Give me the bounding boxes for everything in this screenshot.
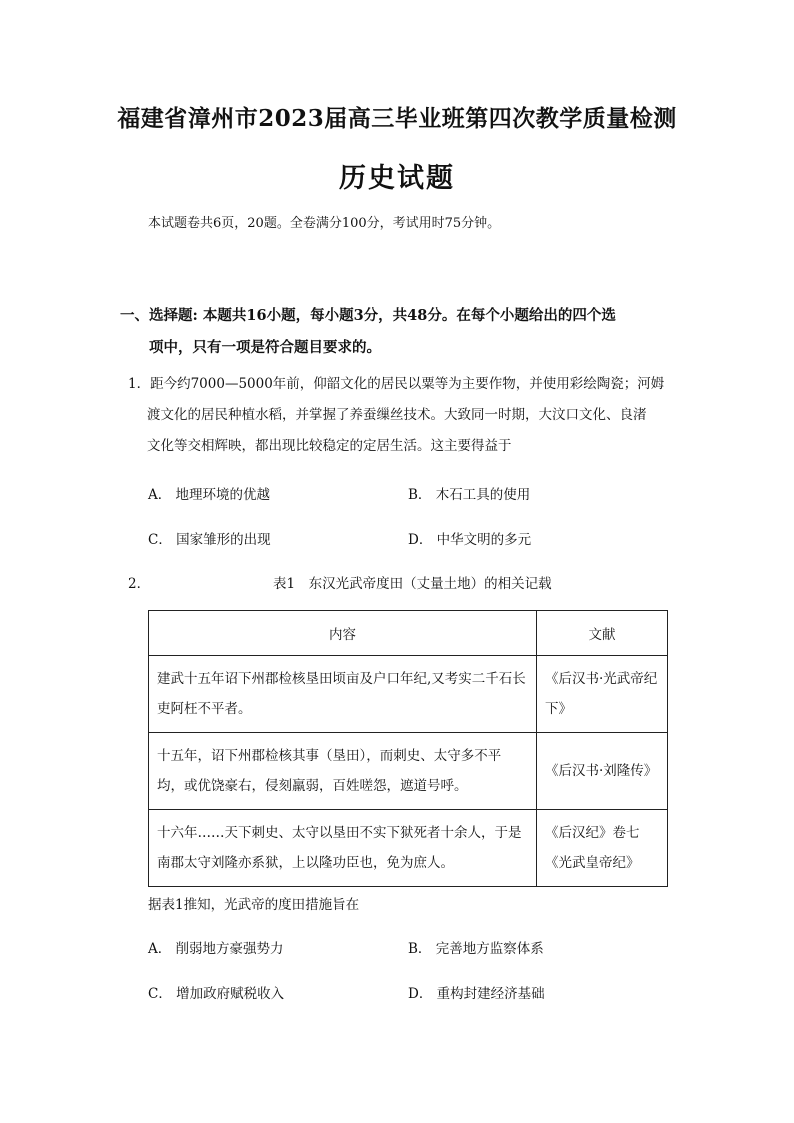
question-1-stem-line-1: 距今约7000—5000年前，仰韶文化的居民以粟等为主要作物，并使用彩绘陶瓷；河姆 [150, 376, 665, 392]
question-1-option-d[interactable]: D． 中华文明的多元 [408, 532, 532, 548]
question-2-option-c[interactable]: C． 增加政府赋税收入 [148, 986, 285, 1002]
question-1-stem [128, 369, 673, 462]
table-cell-source: 《后汉书·光武帝纪下》 [537, 656, 668, 733]
table-cell-content: 十五年，诏下州郡检核其事（垦田），而刺史、太守多不平均，或优饶豪右，侵刻羸弱，百姓嗟怨，遮道号呼。 [149, 733, 537, 810]
table-header-row [149, 611, 668, 656]
table-cell-content: 十六年……天下刺史、太守以垦田不实下狱死者十余人，于是南郡太守刘隆亦系狱，上以隆功臣也，免为庶人。 [149, 810, 537, 887]
table-cell-content: 建武十五年诏下州郡检核垦田顷亩及户口年纪,又考实二千石长吏阿枉不平者。 [149, 656, 537, 733]
section-heading-line-2: 项中，只有一项是符合题目要求的。 [149, 339, 381, 356]
records-table [148, 610, 668, 887]
table-cell-source: 《后汉纪》卷七《光武皇帝纪》 [537, 810, 668, 887]
question-1-stem-line-3: 文化等交相辉映，都出现比较稳定的定居生活。这主要得益于 [147, 438, 512, 454]
subject-title: 历史试题 [339, 163, 455, 194]
table-caption: 表1 东汉光武帝度田（丈量土地）的相关记载 [273, 576, 552, 592]
question-1-stem-line-2: 渡文化的居民种植水稻，并掌握了养蚕缫丝技术。大致同一时期，大汶口文化、良渚 [147, 407, 647, 423]
table-row [149, 810, 668, 887]
section-heading [120, 300, 680, 364]
question-1-option-a[interactable]: A． 地理环境的优越 [148, 487, 271, 503]
exam-title: 福建省漳州市2023届高三毕业班第四次教学质量检测 [117, 105, 677, 132]
table-row [149, 733, 668, 810]
section-heading-line-1: 一、选择题: 本题共16小题，每小题3分，共48分。在每个小题给出的四个选 [120, 307, 616, 324]
table-header-content: 内容 [149, 611, 537, 656]
question-2-option-d[interactable]: D． 重构封建经济基础 [408, 986, 545, 1002]
table-header-source: 文献 [537, 611, 668, 656]
table-cell-source: 《后汉书·刘隆传》 [537, 733, 668, 810]
question-2-option-b[interactable]: B． 完善地方监察体系 [408, 941, 544, 957]
question-1-option-c[interactable]: C． 国家雏形的出现 [148, 532, 271, 548]
question-1-option-b[interactable]: B． 木石工具的使用 [408, 487, 531, 503]
question-2-followup: 据表1推知，光武帝的度田措施旨在 [148, 897, 360, 913]
table-row [149, 656, 668, 733]
exam-info: 本试题卷共6页，20题。全卷满分100分，考试用时75分钟。 [148, 216, 501, 231]
question-2-option-a[interactable]: A． 削弱地方豪强势力 [148, 941, 284, 957]
question-2-number: 2． [128, 576, 151, 592]
question-number: 1． [128, 376, 151, 392]
